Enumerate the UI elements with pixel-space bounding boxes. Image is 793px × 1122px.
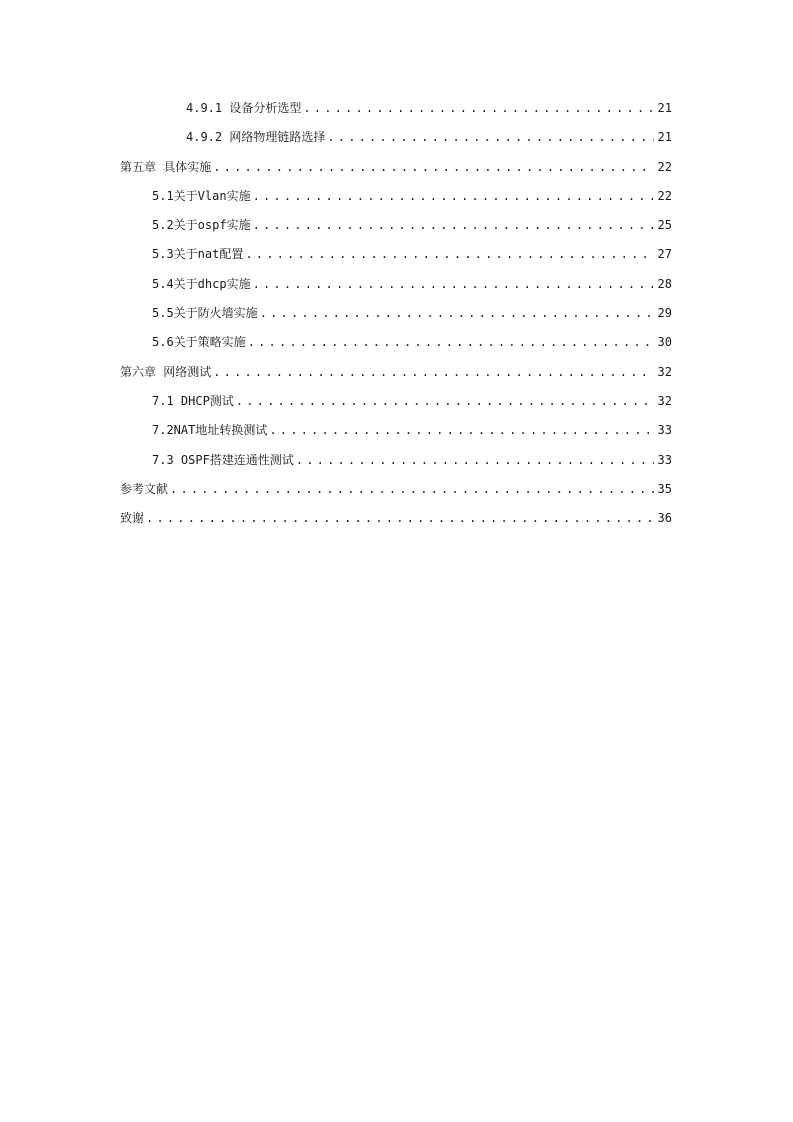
toc-entry-title: 致谢: [120, 511, 145, 526]
toc-entry[interactable]: [120, 504, 672, 533]
toc-entry-title: 4.9.2 网络物理链路选择: [186, 130, 326, 145]
toc-entry-title: 7.3 OSPF搭建连通性测试: [152, 452, 294, 467]
toc-entry-page: 36: [657, 511, 672, 526]
toc-entry[interactable]: [120, 182, 672, 211]
toc-entry-title: 5.5关于防火墙实施: [152, 306, 258, 321]
toc-entry[interactable]: [120, 240, 672, 269]
toc-entry-page: 32: [657, 364, 672, 379]
toc-entry[interactable]: [120, 475, 672, 504]
toc-entry-page: 25: [657, 218, 672, 233]
toc-entry-page: 22: [657, 188, 672, 203]
toc-entry-title: 参考文献: [120, 481, 169, 496]
toc-leader-dots: [236, 387, 654, 416]
toc-entry-title: 5.6关于策略实施: [152, 335, 246, 350]
toc-entry-page: 35: [657, 481, 672, 496]
toc-entry[interactable]: [120, 358, 672, 387]
toc-leader-dots: [253, 211, 654, 240]
toc-leader-dots: [296, 446, 654, 475]
toc-entry-page: 33: [657, 423, 672, 438]
toc-leader-dots: [253, 270, 654, 299]
toc-entry[interactable]: [120, 387, 672, 416]
toc-entry-page: 22: [657, 159, 672, 174]
toc-entry-page: 29: [657, 306, 672, 321]
toc-entry-title: 第六章 网络测试: [120, 364, 212, 379]
toc-entry-title: 5.3关于nat配置: [152, 247, 244, 262]
toc-entry-page: 21: [657, 101, 672, 115]
toc-entry-title: 7.1 DHCP测试: [152, 393, 234, 408]
toc-leader-dots: [269, 416, 653, 445]
toc-entry[interactable]: [120, 416, 672, 445]
toc-leader-dots: [248, 328, 654, 357]
toc-entry-page: 30: [657, 335, 672, 350]
toc-entry-page: 33: [657, 452, 672, 467]
toc-entry-page: 21: [657, 130, 672, 145]
toc-leader-dots: [260, 299, 654, 328]
toc-entry-title: 4.9.1 设备分析选型: [186, 101, 302, 115]
toc-entry[interactable]: [120, 270, 672, 299]
toc-entry-title: 5.4关于dhcp实施: [152, 276, 251, 291]
toc-entry-page: 28: [657, 276, 672, 291]
toc-entry[interactable]: [120, 446, 672, 475]
toc-leader-dots: [213, 358, 653, 387]
toc-entry-page: 27: [657, 247, 672, 262]
toc-entry[interactable]: [120, 328, 672, 357]
toc-entry-title: 5.2关于ospf实施: [152, 218, 251, 233]
toc-entry[interactable]: [120, 153, 672, 182]
toc-entry-title: 5.1关于Vlan实施: [152, 188, 251, 203]
toc-entry-title: 第五章 具体实施: [120, 159, 212, 174]
toc-leader-dots: [170, 475, 654, 504]
toc-entry[interactable]: [120, 211, 672, 240]
toc-leader-dots: [253, 182, 654, 211]
toc-entry[interactable]: [120, 299, 672, 328]
toc-leader-dots: [146, 504, 654, 533]
toc-entry-title: 7.2NAT地址转换测试: [152, 423, 268, 438]
toc-leader-dots: [213, 153, 653, 182]
toc-leader-dots: [245, 240, 653, 269]
toc-leader-dots: [303, 94, 653, 123]
toc-entry-page: 32: [657, 393, 672, 408]
toc-entry[interactable]: [120, 94, 672, 123]
table-of-contents: [120, 94, 672, 533]
toc-entry[interactable]: [120, 123, 672, 152]
toc-leader-dots: [327, 123, 653, 152]
